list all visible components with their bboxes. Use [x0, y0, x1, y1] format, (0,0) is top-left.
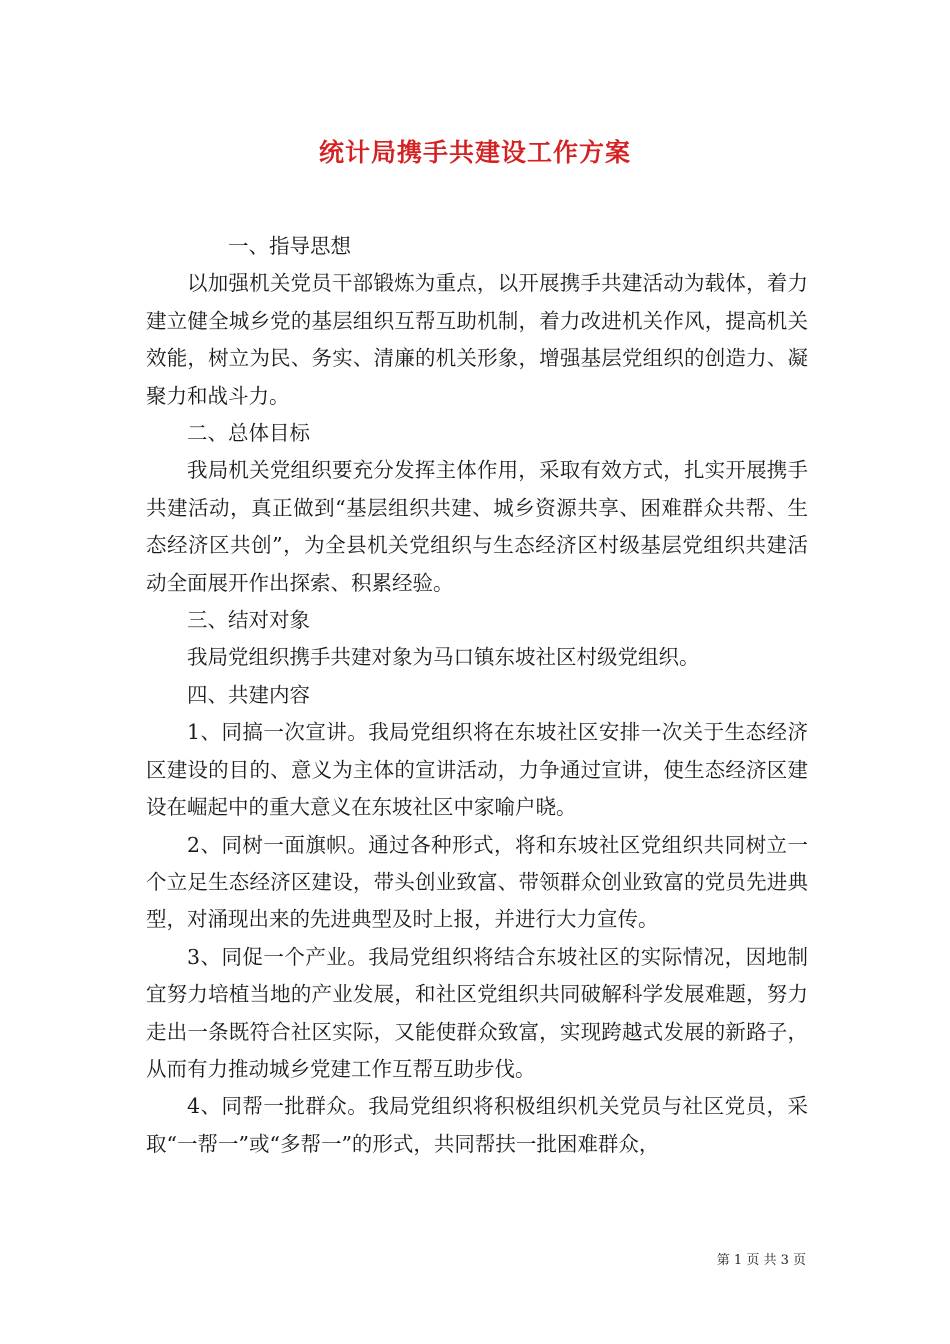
paragraph-guiding-thought: 以加强机关党员干部锻炼为重点，以开展携手共建活动为载体，着力建立健全城乡党的基层组织互帮互助机制，着力改进机关作风，提高机关效能，树立为民、务实、清廉的机关形象，增强基层党组织的创造力、凝聚力和战斗力。: [146, 271, 808, 408]
section-heading-joint-content: 四、共建内容: [187, 682, 310, 707]
paragraph-item-1: 1、同搞一次宣讲。我局党组织将在东坡社区安排一次关于生态经济区建设的目的、意义为主体的宣讲活动，力争通过宣讲，使生态经济区建设在崛起中的重大意义在东坡社区中家喻户晓。: [146, 720, 808, 820]
paragraph-item-3: 3、同促一个产业。我局党组织将结合东坡社区的实际情况，因地制宜努力培植当地的产业发展，和社区党组织共同破解科学发展难题，努力走出一条既符合社区实际，又能使群众致富，实现跨越式发展的新路子，从而有力推动城乡党建工作互帮互助步伐。: [146, 944, 808, 1081]
paragraph-item-2: 2、同树一面旗帜。通过各种形式，将和东坡社区党组织共同树立一个立足生态经济区建设，带头创业致富、带领群众创业致富的党员先进典型，对涌现出来的先进典型及时上报，并进行大力宣传。: [146, 832, 808, 932]
paragraph-pairing-target: 我局党组织携手共建对象为马口镇东坡社区村级党组织。: [187, 645, 700, 670]
document-title: 统计局携手共建设工作方案: [318, 138, 631, 167]
section-heading-pairing-target: 三、结对对象: [187, 608, 310, 633]
page-number-indicator: 第 1 页 共 3 页: [716, 1253, 806, 1268]
document-body: [146, 228, 808, 1163]
paragraph-item-4: 4、同帮一批群众。我局党组织将积极组织机关党员与社区党员，采取“一帮一”或“多帮一”的形式，共同帮扶一批困难群众，: [146, 1094, 808, 1156]
section-heading-overall-goal: 二、总体目标: [187, 421, 310, 446]
paragraph-overall-goal: 我局机关党组织要充分发挥主体作用，采取有效方式，扎实开展携手共建活动，真正做到“基层组织共建、城乡资源共享、困难群众共帮、生态经济区共创”，为全县机关党组织与生态经济区村级基层党组织共建活动全面展开作出探索、积累经验。: [146, 458, 808, 595]
section-heading-guiding-thought: 一、指导思想: [228, 234, 351, 258]
